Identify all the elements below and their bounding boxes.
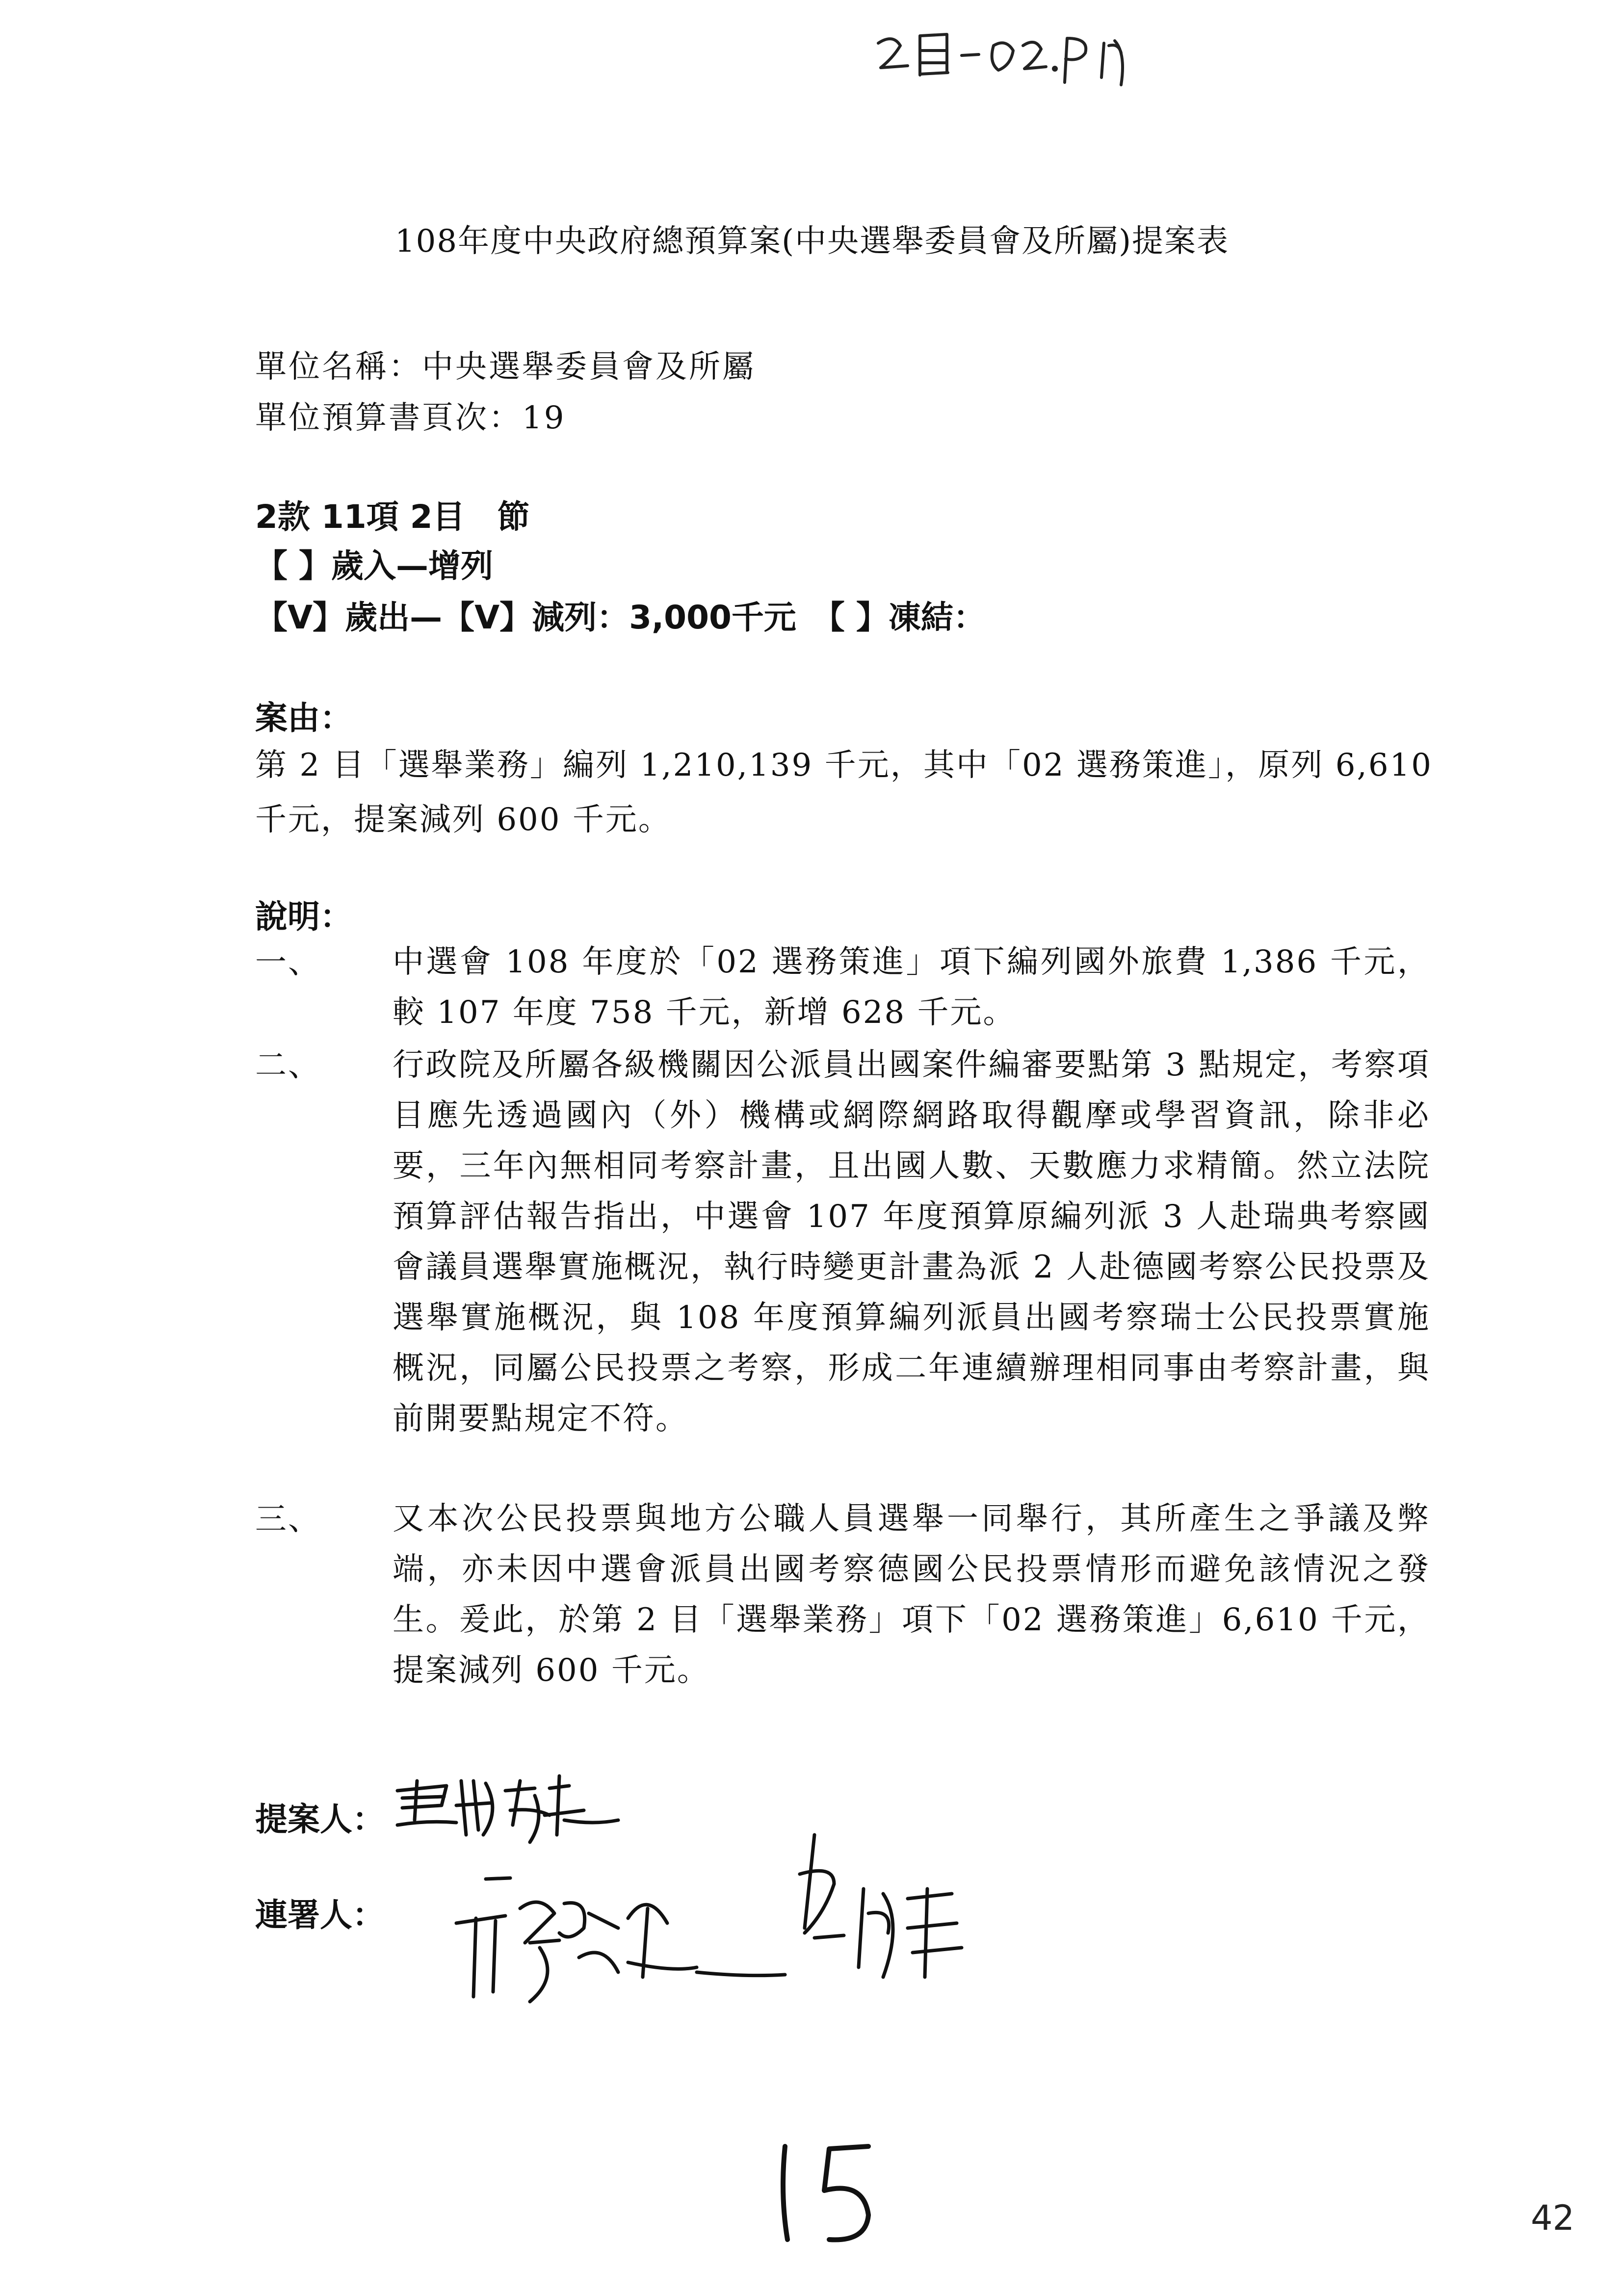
form-title: 108年度中央政府總預算案(中央選舉委員會及所屬)提案表 xyxy=(394,223,1230,260)
proposer-signature xyxy=(388,1761,633,1850)
proposer-label: 提案人： xyxy=(255,1800,385,1838)
expenditure-line: 【V】歲出—【V】減列：3,000千元 【 】凍結： xyxy=(255,599,986,636)
budget-clause: 2款 11項 2目 節 xyxy=(255,498,530,536)
handwritten-header-note xyxy=(873,24,1148,92)
cosigner-label: 連署人： xyxy=(255,1896,385,1934)
unit-name: 單位名稱：中央選舉委員會及所屬 xyxy=(255,349,756,385)
item-text: 中選會 108 年度於「02 選務策進」項下編列國外旅費 1,386 千元，較 107 年度 758 千元，新增 628 千元。 xyxy=(393,944,1430,1031)
corner-page-number: 42 xyxy=(1531,2198,1575,2238)
handwritten-page-number xyxy=(765,2137,893,2249)
item-text: 行政院及所屬各級機關因公派員出國案件編審要點第 3 點規定，考察項目應先透過國內（外）機構或網際網路取得觀摩或學習資訊，除非必要，三年內無相同考察計畫，且出國人數、天數應力求精簡。然立法院預算評估報告指出，中選會 107 年度預算原編列派 3 人赴瑞典考察國會議員選舉實施概況，執行時變更計畫為派 2 人赴德國考察公民投票及選舉實施概況，與 108 年度預算編列派員出國考察瑞士公民投票實施概況，同屬公民投票之考察，形成二年連續辦理相同事由考察計畫，與前開要點規定不符。 xyxy=(393,1047,1430,1437)
item-text: 又本次公民投票與地方公職人員選舉一同舉行，其所產生之爭議及弊端，亦未因中選會派員出國考察德國公民投票情形而避免該情況之發生。爰此，於第 2 目「選舉業務」項下「02 選務策進」6,610 千元，提案減列 600 千元。 xyxy=(393,1501,1430,1689)
cosigner-signature xyxy=(442,1815,1079,2011)
revenue-line: 【 】歲入—增列 xyxy=(255,547,493,585)
item-marker: 一、 xyxy=(255,944,321,981)
item-marker: 二、 xyxy=(255,1047,321,1084)
reason-heading: 案由： xyxy=(255,699,352,737)
reason-text: 第 2 目「選舉業務」編列 1,210,139 千元，其中「02 選務策進」，原列 6,610 千元，提案減列 600 千元。 xyxy=(255,747,1433,838)
budget-page: 單位預算書頁次：19 xyxy=(255,400,566,436)
explanation-heading: 說明： xyxy=(255,898,352,936)
item-marker: 三、 xyxy=(255,1501,321,1538)
